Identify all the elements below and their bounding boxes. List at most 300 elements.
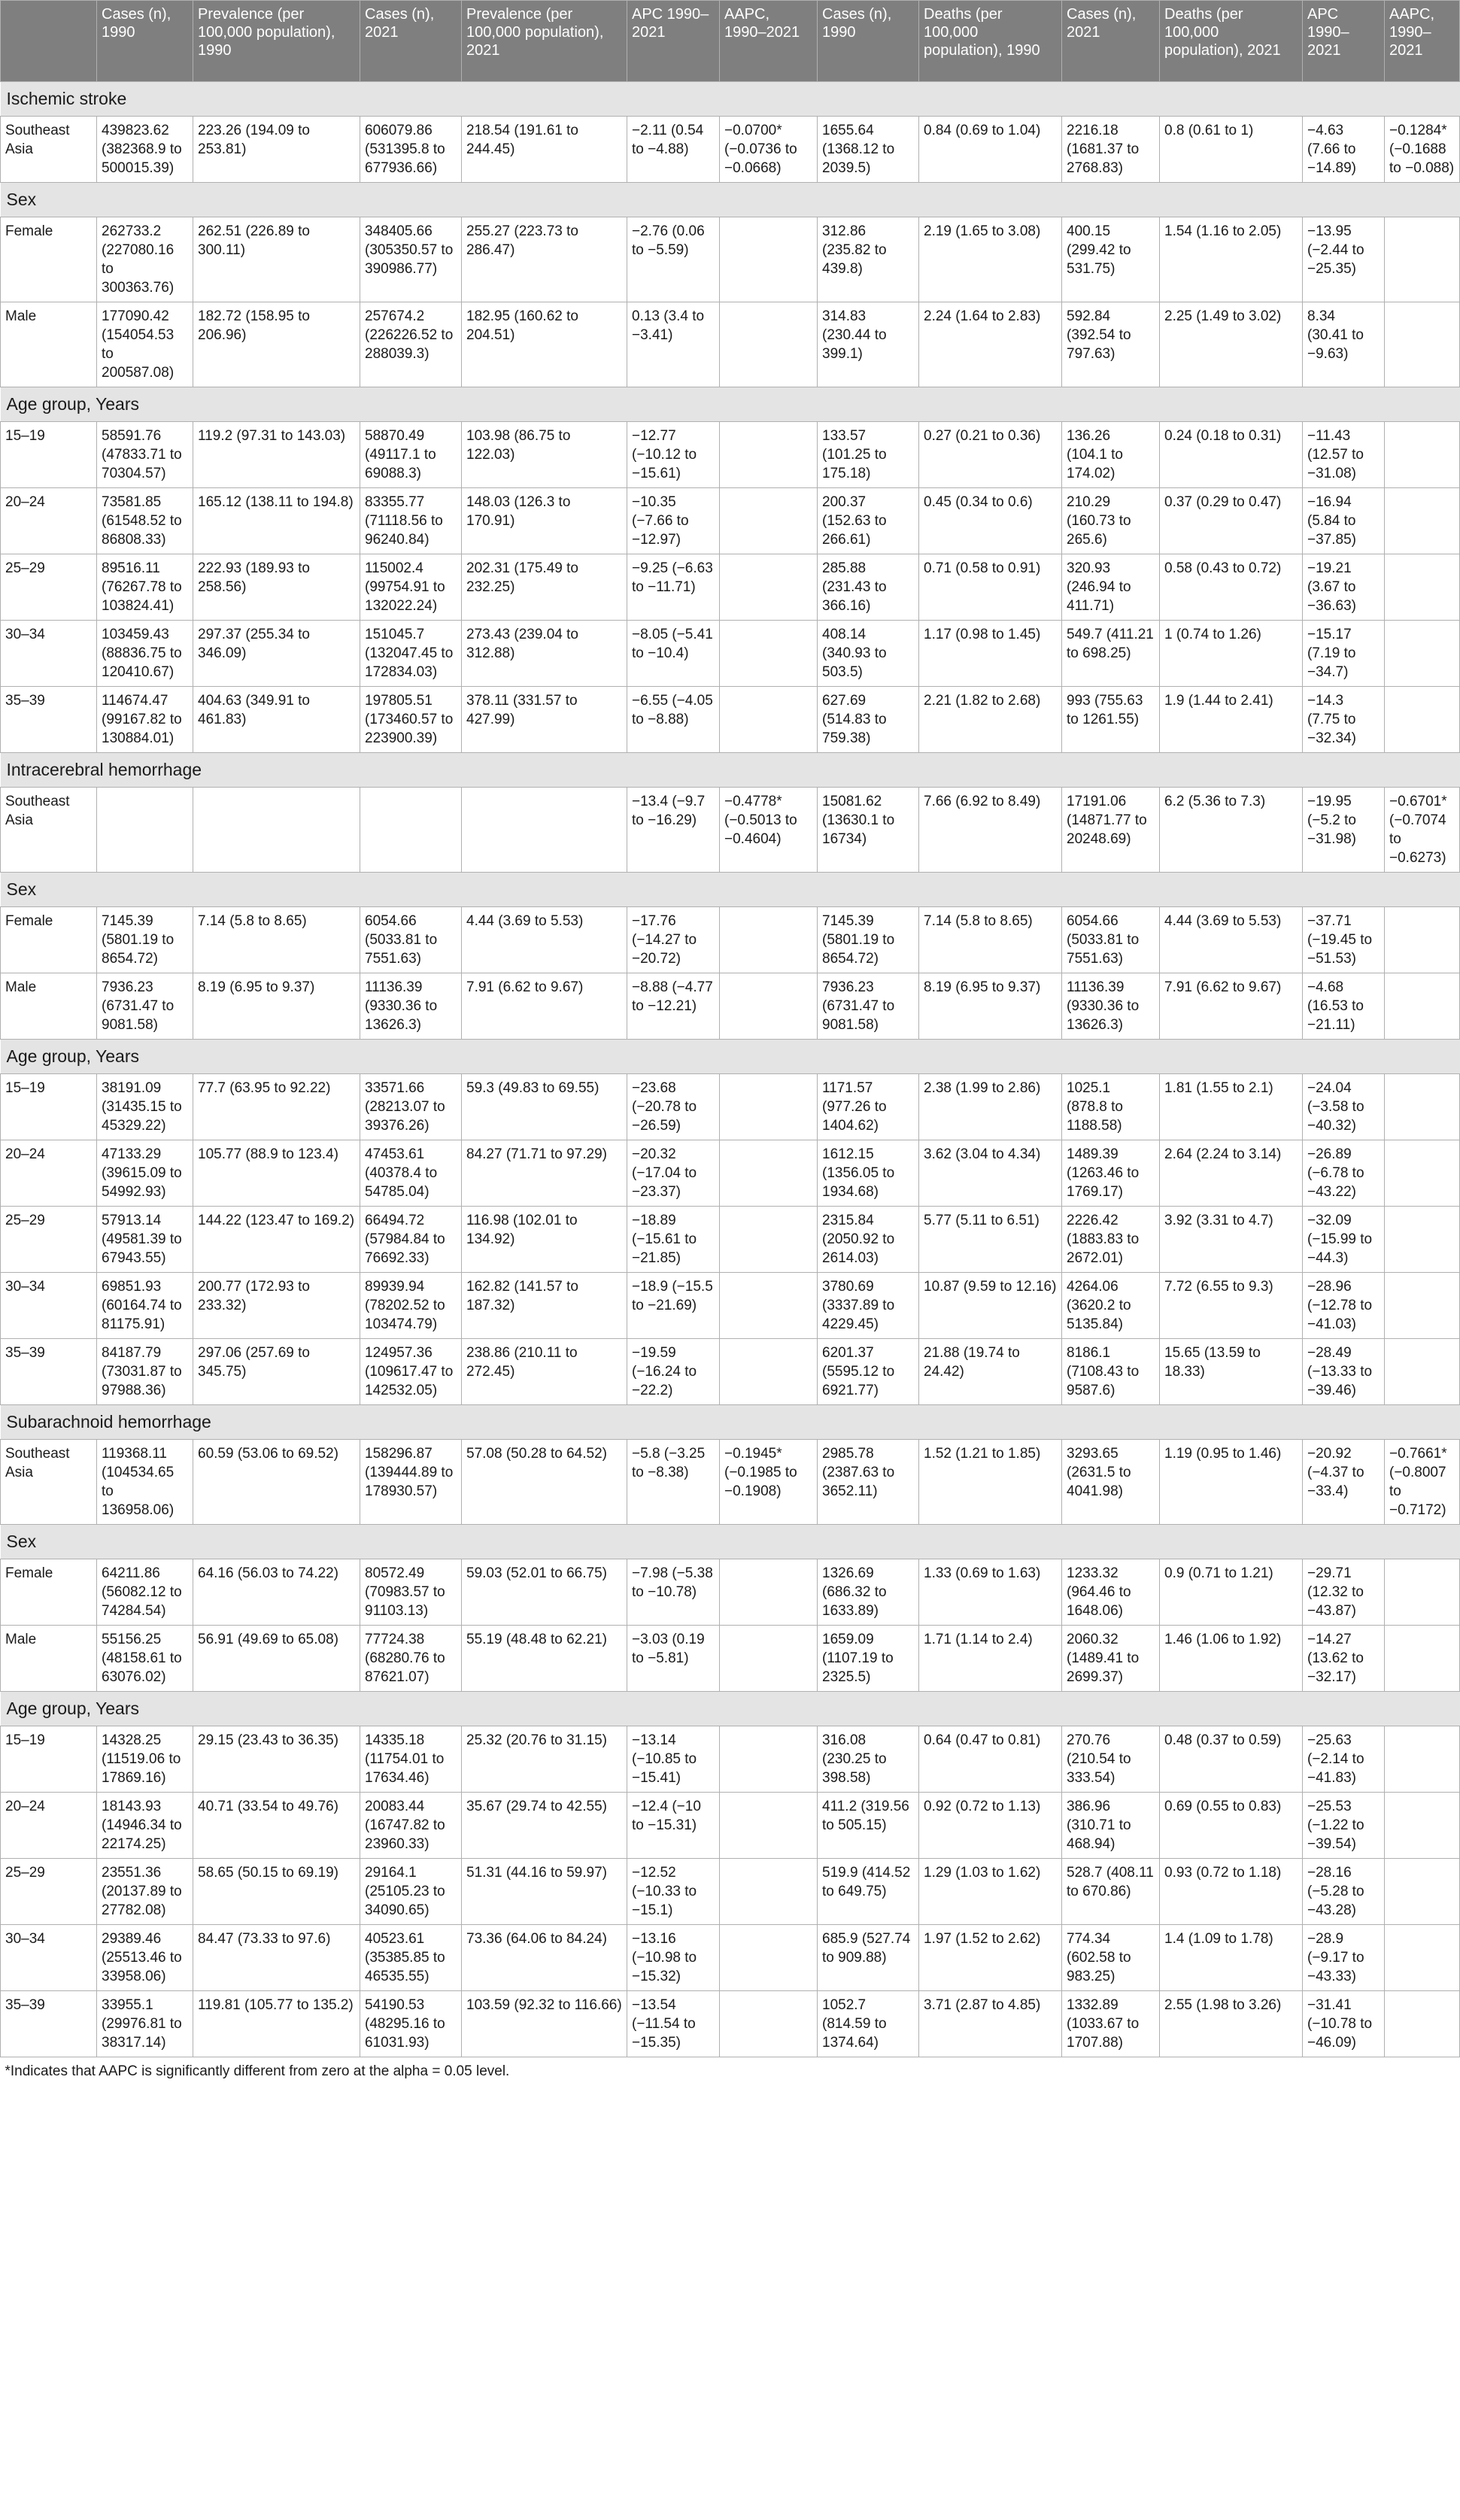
table-cell: 7145.39 (5801.19 to 8654.72) bbox=[97, 907, 193, 973]
table-cell: 114674.47 (99167.82 to 130884.01) bbox=[97, 687, 193, 753]
table-cell: 6054.66 (5033.81 to 7551.63) bbox=[1062, 907, 1160, 973]
table-cell: 0.45 (0.34 to 0.6) bbox=[919, 488, 1062, 554]
table-cell: 66494.72 (57984.84 to 76692.33) bbox=[360, 1207, 462, 1273]
table-cell: 2226.42 (1883.83 to 2672.01) bbox=[1062, 1207, 1160, 1273]
table-cell: 0.93 (0.72 to 1.18) bbox=[1160, 1859, 1303, 1925]
table-cell: 312.86 (235.82 to 439.8) bbox=[818, 217, 919, 302]
row-label: 20–24 bbox=[1, 1140, 97, 1207]
table-cell: −8.05 (−5.41 to −10.4) bbox=[627, 621, 720, 687]
table-cell: 144.22 (123.47 to 169.2) bbox=[193, 1207, 360, 1273]
table-cell bbox=[720, 1074, 818, 1140]
table-cell bbox=[1385, 621, 1460, 687]
table-cell bbox=[1385, 687, 1460, 753]
row-label: 30–34 bbox=[1, 1273, 97, 1339]
table-row bbox=[1, 117, 1460, 183]
table-cell: 77.7 (63.95 to 92.22) bbox=[193, 1074, 360, 1140]
table-cell: −13.95 (−2.44 to −25.35) bbox=[1303, 217, 1385, 302]
table-cell: −10.35 (−7.66 to −12.97) bbox=[627, 488, 720, 554]
table-cell: 0.48 (0.37 to 0.59) bbox=[1160, 1726, 1303, 1793]
table-cell: −28.96 (−12.78 to −41.03) bbox=[1303, 1273, 1385, 1339]
table-cell bbox=[720, 1859, 818, 1925]
table-cell: 162.82 (141.57 to 187.32) bbox=[462, 1273, 627, 1339]
table-cell: −3.03 (0.19 to −5.81) bbox=[627, 1626, 720, 1692]
table-cell: −8.88 (−4.77 to −12.21) bbox=[627, 973, 720, 1040]
table-cell: 136.26 (104.1 to 174.02) bbox=[1062, 422, 1160, 488]
table-cell: 17191.06 (14871.77 to 20248.69) bbox=[1062, 788, 1160, 873]
table-cell bbox=[720, 1991, 818, 2057]
table-cell: 47453.61 (40378.4 to 54785.04) bbox=[360, 1140, 462, 1207]
table-cell: 29164.1 (25105.23 to 34090.65) bbox=[360, 1859, 462, 1925]
header-cell: Prevalence (per 100,000 population), 1990 bbox=[193, 1, 360, 82]
table-cell: 7.66 (6.92 to 8.49) bbox=[919, 788, 1062, 873]
table-cell: 115002.4 (99754.91 to 132022.24) bbox=[360, 554, 462, 621]
row-label: 20–24 bbox=[1, 488, 97, 554]
table-cell: 1.33 (0.69 to 1.63) bbox=[919, 1559, 1062, 1626]
table-cell: 119368.11 (104534.65 to 136958.06) bbox=[97, 1440, 193, 1525]
table-cell bbox=[1385, 1626, 1460, 1692]
table-cell: −5.8 (−3.25 to −8.38) bbox=[627, 1440, 720, 1525]
table-row bbox=[1, 1140, 1460, 1207]
table-cell: 29389.46 (25513.46 to 33958.06) bbox=[97, 1925, 193, 1991]
table-cell: 7936.23 (6731.47 to 9081.58) bbox=[818, 973, 919, 1040]
table-cell bbox=[720, 554, 818, 621]
table-cell: −29.71 (12.32 to −43.87) bbox=[1303, 1559, 1385, 1626]
table-cell: 257674.2 (226226.52 to 288039.3) bbox=[360, 302, 462, 387]
table-cell: 1.46 (1.06 to 1.92) bbox=[1160, 1626, 1303, 1692]
table-cell: 2060.32 (1489.41 to 2699.37) bbox=[1062, 1626, 1160, 1692]
table-cell: 1171.57 (977.26 to 1404.62) bbox=[818, 1074, 919, 1140]
table-cell: 2.38 (1.99 to 2.86) bbox=[919, 1074, 1062, 1140]
table-cell bbox=[720, 687, 818, 753]
table-cell: 133.57 (101.25 to 175.18) bbox=[818, 422, 919, 488]
header-cell: Prevalence (per 100,000 population), 2021 bbox=[462, 1, 627, 82]
table-cell bbox=[1385, 1339, 1460, 1405]
table-cell: 8.19 (6.95 to 9.37) bbox=[193, 973, 360, 1040]
table-cell: 7.72 (6.55 to 9.3) bbox=[1160, 1273, 1303, 1339]
table-cell: 3293.65 (2631.5 to 4041.98) bbox=[1062, 1440, 1160, 1525]
table-row bbox=[1, 1440, 1460, 1525]
table-cell: 8.34 (30.41 to −9.63) bbox=[1303, 302, 1385, 387]
table-body bbox=[1, 82, 1460, 2057]
table-cell: 11136.39 (9330.36 to 13626.3) bbox=[360, 973, 462, 1040]
table-cell: 20083.44 (16747.82 to 23960.33) bbox=[360, 1793, 462, 1859]
table-cell: 3.92 (3.31 to 4.7) bbox=[1160, 1207, 1303, 1273]
table-cell: 200.37 (152.63 to 266.61) bbox=[818, 488, 919, 554]
table-cell: 4.44 (3.69 to 5.53) bbox=[1160, 907, 1303, 973]
table-cell: 1233.32 (964.46 to 1648.06) bbox=[1062, 1559, 1160, 1626]
table-cell bbox=[193, 788, 360, 873]
table-cell: −19.21 (3.67 to −36.63) bbox=[1303, 554, 1385, 621]
table-cell bbox=[720, 302, 818, 387]
table-cell: 1326.69 (686.32 to 1633.89) bbox=[818, 1559, 919, 1626]
table-cell bbox=[1385, 1559, 1460, 1626]
section-row bbox=[1, 183, 1460, 217]
table-cell: 0.58 (0.43 to 0.72) bbox=[1160, 554, 1303, 621]
table-row bbox=[1, 973, 1460, 1040]
table-cell: 0.8 (0.61 to 1) bbox=[1160, 117, 1303, 183]
table-cell: 1.4 (1.09 to 1.78) bbox=[1160, 1925, 1303, 1991]
table-cell: −16.94 (5.84 to −37.85) bbox=[1303, 488, 1385, 554]
section-row bbox=[1, 873, 1460, 907]
section-row bbox=[1, 1525, 1460, 1559]
table-cell: 400.15 (299.42 to 531.75) bbox=[1062, 217, 1160, 302]
row-label: 25–29 bbox=[1, 1859, 97, 1925]
table-cell: 1.97 (1.52 to 2.62) bbox=[919, 1925, 1062, 1991]
table-cell: 103459.43 (88836.75 to 120410.67) bbox=[97, 621, 193, 687]
table-cell: −4.68 (16.53 to −21.11) bbox=[1303, 973, 1385, 1040]
table-cell: 1612.15 (1356.05 to 1934.68) bbox=[818, 1140, 919, 1207]
table-cell: 238.86 (210.11 to 272.45) bbox=[462, 1339, 627, 1405]
table-cell: 1.52 (1.21 to 1.85) bbox=[919, 1440, 1062, 1525]
table-cell: 408.14 (340.93 to 503.5) bbox=[818, 621, 919, 687]
table-cell: 10.87 (9.59 to 12.16) bbox=[919, 1273, 1062, 1339]
table-cell bbox=[720, 907, 818, 973]
table-cell: 56.91 (49.69 to 65.08) bbox=[193, 1626, 360, 1692]
table-cell: 57913.14 (49581.39 to 67943.55) bbox=[97, 1207, 193, 1273]
table-cell: 35.67 (29.74 to 42.55) bbox=[462, 1793, 627, 1859]
table-cell: 627.69 (514.83 to 759.38) bbox=[818, 687, 919, 753]
table-row bbox=[1, 621, 1460, 687]
table-cell: 549.7 (411.21 to 698.25) bbox=[1062, 621, 1160, 687]
header-cell: Cases (n), 2021 bbox=[360, 1, 462, 82]
table-cell: 255.27 (223.73 to 286.47) bbox=[462, 217, 627, 302]
table-cell: 7145.39 (5801.19 to 8654.72) bbox=[818, 907, 919, 973]
table-cell: 2.19 (1.65 to 3.08) bbox=[919, 217, 1062, 302]
table-cell bbox=[1385, 973, 1460, 1040]
table-cell bbox=[720, 1207, 818, 1273]
table-cell: 222.93 (189.93 to 258.56) bbox=[193, 554, 360, 621]
table-cell: −14.27 (13.62 to −32.17) bbox=[1303, 1626, 1385, 1692]
table-cell: 2.55 (1.98 to 3.26) bbox=[1160, 1991, 1303, 2057]
table-cell: 47133.29 (39615.09 to 54992.93) bbox=[97, 1140, 193, 1207]
table-header bbox=[1, 1, 1460, 82]
table-cell bbox=[97, 788, 193, 873]
section-row bbox=[1, 387, 1460, 422]
table-cell: −13.16 (−10.98 to −15.32) bbox=[627, 1925, 720, 1991]
table-cell bbox=[720, 1339, 818, 1405]
table-cell: 73.36 (64.06 to 84.24) bbox=[462, 1925, 627, 1991]
table-row bbox=[1, 1074, 1460, 1140]
section-label: Sex bbox=[1, 1525, 1460, 1559]
table-cell: 404.63 (349.91 to 461.83) bbox=[193, 687, 360, 753]
table-cell: −13.54 (−11.54 to −15.35) bbox=[627, 1991, 720, 2057]
table-cell: −14.3 (7.75 to −32.34) bbox=[1303, 687, 1385, 753]
table-cell: −28.49 (−13.33 to −39.46) bbox=[1303, 1339, 1385, 1405]
table-cell: −0.0700* (−0.0736 to −0.0668) bbox=[720, 117, 818, 183]
table-cell bbox=[1385, 488, 1460, 554]
table-cell: 606079.86 (531395.8 to 677936.66) bbox=[360, 117, 462, 183]
table-cell: 158296.87 (139444.89 to 178930.57) bbox=[360, 1440, 462, 1525]
table-row bbox=[1, 488, 1460, 554]
table-cell bbox=[1385, 1074, 1460, 1140]
table-cell: 73581.85 (61548.52 to 86808.33) bbox=[97, 488, 193, 554]
table-cell: 89939.94 (78202.52 to 103474.79) bbox=[360, 1273, 462, 1339]
table-cell: 320.93 (246.94 to 411.71) bbox=[1062, 554, 1160, 621]
table-cell: 316.08 (230.25 to 398.58) bbox=[818, 1726, 919, 1793]
table-cell: 69851.93 (60164.74 to 81175.91) bbox=[97, 1273, 193, 1339]
table-row bbox=[1, 788, 1460, 873]
table-cell: 25.32 (20.76 to 31.15) bbox=[462, 1726, 627, 1793]
table-row bbox=[1, 1626, 1460, 1692]
table-cell: 54190.53 (48295.16 to 61031.93) bbox=[360, 1991, 462, 2057]
row-label: 30–34 bbox=[1, 621, 97, 687]
table-cell: 528.7 (408.11 to 670.86) bbox=[1062, 1859, 1160, 1925]
table-cell: −20.32 (−17.04 to −23.37) bbox=[627, 1140, 720, 1207]
table-cell bbox=[1385, 1207, 1460, 1273]
table-cell bbox=[720, 1793, 818, 1859]
table-cell bbox=[720, 217, 818, 302]
table-cell: −17.76 (−14.27 to −20.72) bbox=[627, 907, 720, 973]
table-cell: 60.59 (53.06 to 69.52) bbox=[193, 1440, 360, 1525]
table-cell: 8.19 (6.95 to 9.37) bbox=[919, 973, 1062, 1040]
table-cell: 1 (0.74 to 1.26) bbox=[1160, 621, 1303, 687]
table-cell: −28.9 (−9.17 to −43.33) bbox=[1303, 1925, 1385, 1991]
row-label: 35–39 bbox=[1, 1991, 97, 2057]
table-cell: 15081.62 (13630.1 to 16734) bbox=[818, 788, 919, 873]
table-cell: −31.41 (−10.78 to −46.09) bbox=[1303, 1991, 1385, 2057]
table-cell: 1.29 (1.03 to 1.62) bbox=[919, 1859, 1062, 1925]
table-cell bbox=[1385, 1793, 1460, 1859]
row-label: Southeast Asia bbox=[1, 117, 97, 183]
table-cell: −19.59 (−16.24 to −22.2) bbox=[627, 1339, 720, 1405]
row-label: 20–24 bbox=[1, 1793, 97, 1859]
table-cell: 1489.39 (1263.46 to 1769.17) bbox=[1062, 1140, 1160, 1207]
footnote: *Indicates that AAPC is significantly different from zero at the alpha = 0.05 level. bbox=[5, 2063, 510, 2079]
table-cell: 55.19 (48.48 to 62.21) bbox=[462, 1626, 627, 1692]
table-cell: −32.09 (−15.99 to −44.3) bbox=[1303, 1207, 1385, 1273]
table-cell: 1.54 (1.16 to 2.05) bbox=[1160, 217, 1303, 302]
table-cell: 348405.66 (305350.57 to 390986.77) bbox=[360, 217, 462, 302]
table-cell: 592.84 (392.54 to 797.63) bbox=[1062, 302, 1160, 387]
table-cell: 18143.93 (14946.34 to 22174.25) bbox=[97, 1793, 193, 1859]
table-cell: 105.77 (88.9 to 123.4) bbox=[193, 1140, 360, 1207]
table-cell: 2216.18 (1681.37 to 2768.83) bbox=[1062, 117, 1160, 183]
section-row bbox=[1, 1692, 1460, 1726]
table-cell bbox=[1385, 554, 1460, 621]
table-cell: 1025.1 (878.8 to 1188.58) bbox=[1062, 1074, 1160, 1140]
table-cell: 2.24 (1.64 to 2.83) bbox=[919, 302, 1062, 387]
section-row bbox=[1, 1040, 1460, 1074]
table-cell: 0.84 (0.69 to 1.04) bbox=[919, 117, 1062, 183]
table-cell: 7.14 (5.8 to 8.65) bbox=[193, 907, 360, 973]
table-cell bbox=[720, 1626, 818, 1692]
header-cell: AAPC, 1990–2021 bbox=[720, 1, 818, 82]
header-cell: Deaths (per 100,000 population), 2021 bbox=[1160, 1, 1303, 82]
table-cell: 7.14 (5.8 to 8.65) bbox=[919, 907, 1062, 973]
table-cell: 58.65 (50.15 to 69.19) bbox=[193, 1859, 360, 1925]
table-cell bbox=[720, 1726, 818, 1793]
table-cell: −0.7661* (−0.8007 to −0.7172) bbox=[1385, 1440, 1460, 1525]
table-cell: 14335.18 (11754.01 to 17634.46) bbox=[360, 1726, 462, 1793]
table-cell: 0.24 (0.18 to 0.31) bbox=[1160, 422, 1303, 488]
table-cell: −2.76 (0.06 to −5.59) bbox=[627, 217, 720, 302]
table-cell bbox=[360, 788, 462, 873]
table-cell: 0.92 (0.72 to 1.13) bbox=[919, 1793, 1062, 1859]
table-cell: 182.95 (160.62 to 204.51) bbox=[462, 302, 627, 387]
table-row bbox=[1, 907, 1460, 973]
table-cell: 119.81 (105.77 to 135.2) bbox=[193, 1991, 360, 2057]
table-cell: −0.1945* (−0.1985 to −0.1908) bbox=[720, 1440, 818, 1525]
table-cell: 6.2 (5.36 to 7.3) bbox=[1160, 788, 1303, 873]
row-label: Southeast Asia bbox=[1, 1440, 97, 1525]
row-label: 35–39 bbox=[1, 1339, 97, 1405]
table-cell: 2.64 (2.24 to 3.14) bbox=[1160, 1140, 1303, 1207]
table-cell: 8186.1 (7108.43 to 9587.6) bbox=[1062, 1339, 1160, 1405]
table-cell: −24.04 (−3.58 to −40.32) bbox=[1303, 1074, 1385, 1140]
table-cell bbox=[720, 973, 818, 1040]
table-cell: 7.91 (6.62 to 9.67) bbox=[462, 973, 627, 1040]
header-cell: Cases (n), 2021 bbox=[1062, 1, 1160, 82]
table-cell bbox=[720, 422, 818, 488]
section-label: Ischemic stroke bbox=[1, 82, 1460, 117]
table-row bbox=[1, 1793, 1460, 1859]
section-label: Sex bbox=[1, 183, 1460, 217]
table-cell: 386.96 (310.71 to 468.94) bbox=[1062, 1793, 1160, 1859]
table-row bbox=[1, 302, 1460, 387]
table-cell: 57.08 (50.28 to 64.52) bbox=[462, 1440, 627, 1525]
table-cell: 1.19 (0.95 to 1.46) bbox=[1160, 1440, 1303, 1525]
row-label: 35–39 bbox=[1, 687, 97, 753]
table-cell: 80572.49 (70983.57 to 91103.13) bbox=[360, 1559, 462, 1626]
table-cell: 58591.76 (47833.71 to 70304.57) bbox=[97, 422, 193, 488]
table-cell: 7.91 (6.62 to 9.67) bbox=[1160, 973, 1303, 1040]
table-cell: 84.47 (73.33 to 97.6) bbox=[193, 1925, 360, 1991]
table-row bbox=[1, 1859, 1460, 1925]
table-cell: 1.81 (1.55 to 2.1) bbox=[1160, 1074, 1303, 1140]
table-cell: −0.1284* (−0.1688 to −0.088) bbox=[1385, 117, 1460, 183]
row-label: Male bbox=[1, 302, 97, 387]
row-label: Southeast Asia bbox=[1, 788, 97, 873]
table-cell: 0.9 (0.71 to 1.21) bbox=[1160, 1559, 1303, 1626]
table-cell bbox=[1385, 1991, 1460, 2057]
table-cell: 38191.09 (31435.15 to 45329.22) bbox=[97, 1074, 193, 1140]
table-cell: 77724.38 (68280.76 to 87621.07) bbox=[360, 1626, 462, 1692]
table-cell: −18.9 (−15.5 to −21.69) bbox=[627, 1273, 720, 1339]
table-cell: −25.63 (−2.14 to −41.83) bbox=[1303, 1726, 1385, 1793]
table-cell: 51.31 (44.16 to 59.97) bbox=[462, 1859, 627, 1925]
table-cell: −12.4 (−10 to −15.31) bbox=[627, 1793, 720, 1859]
table-cell: 0.13 (3.4 to −3.41) bbox=[627, 302, 720, 387]
table-cell: 2985.78 (2387.63 to 3652.11) bbox=[818, 1440, 919, 1525]
table-row bbox=[1, 1991, 1460, 2057]
table-row bbox=[1, 687, 1460, 753]
row-label: 15–19 bbox=[1, 1726, 97, 1793]
section-label: Age group, Years bbox=[1, 1040, 1460, 1074]
table-cell: 29.15 (23.43 to 36.35) bbox=[193, 1726, 360, 1793]
table-cell: −4.63 (7.66 to −14.89) bbox=[1303, 117, 1385, 183]
table-cell: 202.31 (175.49 to 232.25) bbox=[462, 554, 627, 621]
table-cell: 33955.1 (29976.81 to 38317.14) bbox=[97, 1991, 193, 2057]
row-label: 25–29 bbox=[1, 1207, 97, 1273]
row-label: Female bbox=[1, 907, 97, 973]
table-cell: 4.44 (3.69 to 5.53) bbox=[462, 907, 627, 973]
header-row bbox=[1, 1, 1460, 82]
table-cell: 151045.7 (132047.45 to 172834.03) bbox=[360, 621, 462, 687]
table-cell: 685.9 (527.74 to 909.88) bbox=[818, 1925, 919, 1991]
row-label: Female bbox=[1, 1559, 97, 1626]
table-cell: 64.16 (56.03 to 74.22) bbox=[193, 1559, 360, 1626]
table-cell: 1332.89 (1033.67 to 1707.88) bbox=[1062, 1991, 1160, 2057]
table-cell: 0.27 (0.21 to 0.36) bbox=[919, 422, 1062, 488]
table-cell: 116.98 (102.01 to 134.92) bbox=[462, 1207, 627, 1273]
table-cell bbox=[720, 621, 818, 687]
table-cell: 210.29 (160.73 to 265.6) bbox=[1062, 488, 1160, 554]
table-cell: 58870.49 (49117.1 to 69088.3) bbox=[360, 422, 462, 488]
table-cell: 14328.25 (11519.06 to 17869.16) bbox=[97, 1726, 193, 1793]
header-cell: AAPC, 1990–2021 bbox=[1385, 1, 1460, 82]
table-cell: 218.54 (191.61 to 244.45) bbox=[462, 117, 627, 183]
table-cell: −15.17 (7.19 to −34.7) bbox=[1303, 621, 1385, 687]
table-row bbox=[1, 1925, 1460, 1991]
table-cell: 103.98 (86.75 to 122.03) bbox=[462, 422, 627, 488]
table-cell: −19.95 (−5.2 to −31.98) bbox=[1303, 788, 1385, 873]
table-cell: 182.72 (158.95 to 206.96) bbox=[193, 302, 360, 387]
table-cell: 2.21 (1.82 to 2.68) bbox=[919, 687, 1062, 753]
table-cell: 15.65 (13.59 to 18.33) bbox=[1160, 1339, 1303, 1405]
table-cell: 40.71 (33.54 to 49.76) bbox=[193, 1793, 360, 1859]
header-cell: Cases (n), 1990 bbox=[97, 1, 193, 82]
table-cell: 3.71 (2.87 to 4.85) bbox=[919, 1991, 1062, 2057]
header-cell: APC 1990–2021 bbox=[1303, 1, 1385, 82]
table-cell: 5.77 (5.11 to 6.51) bbox=[919, 1207, 1062, 1273]
table-cell: 64211.86 (56082.12 to 74284.54) bbox=[97, 1559, 193, 1626]
table-cell: 84187.79 (73031.87 to 97988.36) bbox=[97, 1339, 193, 1405]
table-cell: −12.77 (−10.12 to −15.61) bbox=[627, 422, 720, 488]
table-cell: −20.92 (−4.37 to −33.4) bbox=[1303, 1440, 1385, 1525]
table-cell: 4264.06 (3620.2 to 5135.84) bbox=[1062, 1273, 1160, 1339]
table-cell bbox=[462, 788, 627, 873]
table-cell: 124957.36 (109617.47 to 142532.05) bbox=[360, 1339, 462, 1405]
table-cell: 0.37 (0.29 to 0.47) bbox=[1160, 488, 1303, 554]
table-cell bbox=[1385, 422, 1460, 488]
table-cell: −37.71 (−19.45 to −51.53) bbox=[1303, 907, 1385, 973]
row-label: 15–19 bbox=[1, 1074, 97, 1140]
section-row bbox=[1, 82, 1460, 117]
table-cell: 11136.39 (9330.36 to 13626.3) bbox=[1062, 973, 1160, 1040]
table-cell bbox=[720, 1273, 818, 1339]
table-cell: 774.34 (602.58 to 983.25) bbox=[1062, 1925, 1160, 1991]
table-cell: 103.59 (92.32 to 116.66) bbox=[462, 1991, 627, 2057]
table-cell: 59.03 (52.01 to 66.75) bbox=[462, 1559, 627, 1626]
table-cell: 270.76 (210.54 to 333.54) bbox=[1062, 1726, 1160, 1793]
table-cell: −0.4778* (−0.5013 to −0.4604) bbox=[720, 788, 818, 873]
table-cell: 197805.51 (173460.57 to 223900.39) bbox=[360, 687, 462, 753]
table-cell: 285.88 (231.43 to 366.16) bbox=[818, 554, 919, 621]
row-label: Male bbox=[1, 1626, 97, 1692]
table-cell: 297.06 (257.69 to 345.75) bbox=[193, 1339, 360, 1405]
table-cell: 411.2 (319.56 to 505.15) bbox=[818, 1793, 919, 1859]
section-label: Intracerebral hemorrhage bbox=[1, 753, 1460, 788]
table-cell: 33571.66 (28213.07 to 39376.26) bbox=[360, 1074, 462, 1140]
table-cell: 0.64 (0.47 to 0.81) bbox=[919, 1726, 1062, 1793]
header-cell: Deaths (per 100,000 population), 1990 bbox=[919, 1, 1062, 82]
table-cell: 3780.69 (3337.89 to 4229.45) bbox=[818, 1273, 919, 1339]
section-label: Subarachnoid hemorrhage bbox=[1, 1405, 1460, 1440]
table-row bbox=[1, 1339, 1460, 1405]
table-cell: −2.11 (0.54 to −4.88) bbox=[627, 117, 720, 183]
table-cell: 1.71 (1.14 to 2.4) bbox=[919, 1626, 1062, 1692]
table-cell: 21.88 (19.74 to 24.42) bbox=[919, 1339, 1062, 1405]
table-row bbox=[1, 554, 1460, 621]
table-cell: 1.9 (1.44 to 2.41) bbox=[1160, 687, 1303, 753]
table-cell: 314.83 (230.44 to 399.1) bbox=[818, 302, 919, 387]
table-cell: 165.12 (138.11 to 194.8) bbox=[193, 488, 360, 554]
row-label: 30–34 bbox=[1, 1925, 97, 1991]
table-cell: 119.2 (97.31 to 143.03) bbox=[193, 422, 360, 488]
row-label: Female bbox=[1, 217, 97, 302]
table-cell: −7.98 (−5.38 to −10.78) bbox=[627, 1559, 720, 1626]
table-cell bbox=[1385, 1859, 1460, 1925]
